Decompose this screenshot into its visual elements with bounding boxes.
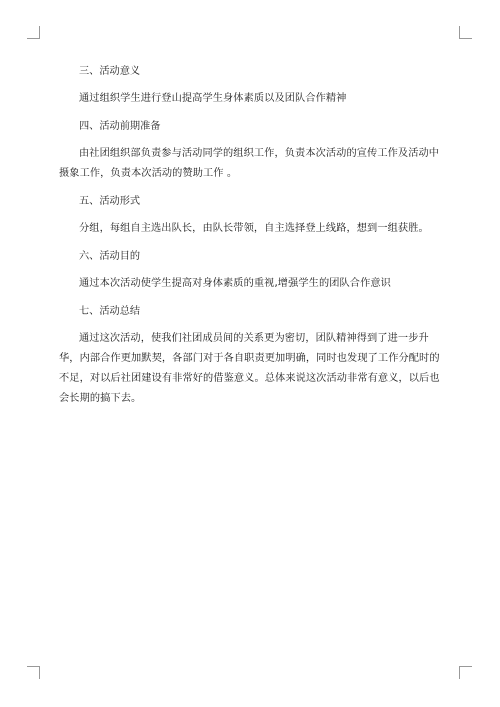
section-heading-significance: 三、活动意义 <box>79 66 141 77</box>
section-heading-summary: 七、活动总结 <box>79 306 141 317</box>
section-body-format: 分组，每组自主选出队长，由队长带领，自主选择登上线路，想到一组获胜。 <box>79 223 429 234</box>
section-heading-preparation: 四、活动前期准备 <box>79 121 161 132</box>
document-body <box>59 64 449 419</box>
section-heading-format: 五、活动形式 <box>79 196 141 207</box>
crop-mark-bottom-left <box>27 666 40 679</box>
crop-mark-bottom-right <box>459 666 472 679</box>
crop-mark-top-left <box>27 26 40 39</box>
crop-mark-top-right <box>459 26 472 39</box>
section-body-summary: 通过这次活动，使我们社团成员间的关系更为密切，团队精神得到了进一步升华，内部合作更加默契，各部门对于各自职责更加明确，同时也发现了工作分配时的不足，对以后社团建设有非常好的借鉴意义。总体来说这次活动非常有意义，以后也会长期的搞下去。 <box>59 333 440 404</box>
section-heading-purpose: 六、活动目的 <box>79 251 141 262</box>
section-body-purpose: 通过本次活动使学生提高对身体素质的重视,增强学生的团队合作意识 <box>79 278 391 289</box>
section-body-preparation: 由社团组织部负责参与活动同学的组织工作，负责本次活动的宣传工作及活动中摄象工作，负责本次活动的赞助工作 。 <box>59 148 440 179</box>
section-body-significance: 通过组织学生进行登山提高学生身体素质以及团队合作精神 <box>79 93 347 104</box>
